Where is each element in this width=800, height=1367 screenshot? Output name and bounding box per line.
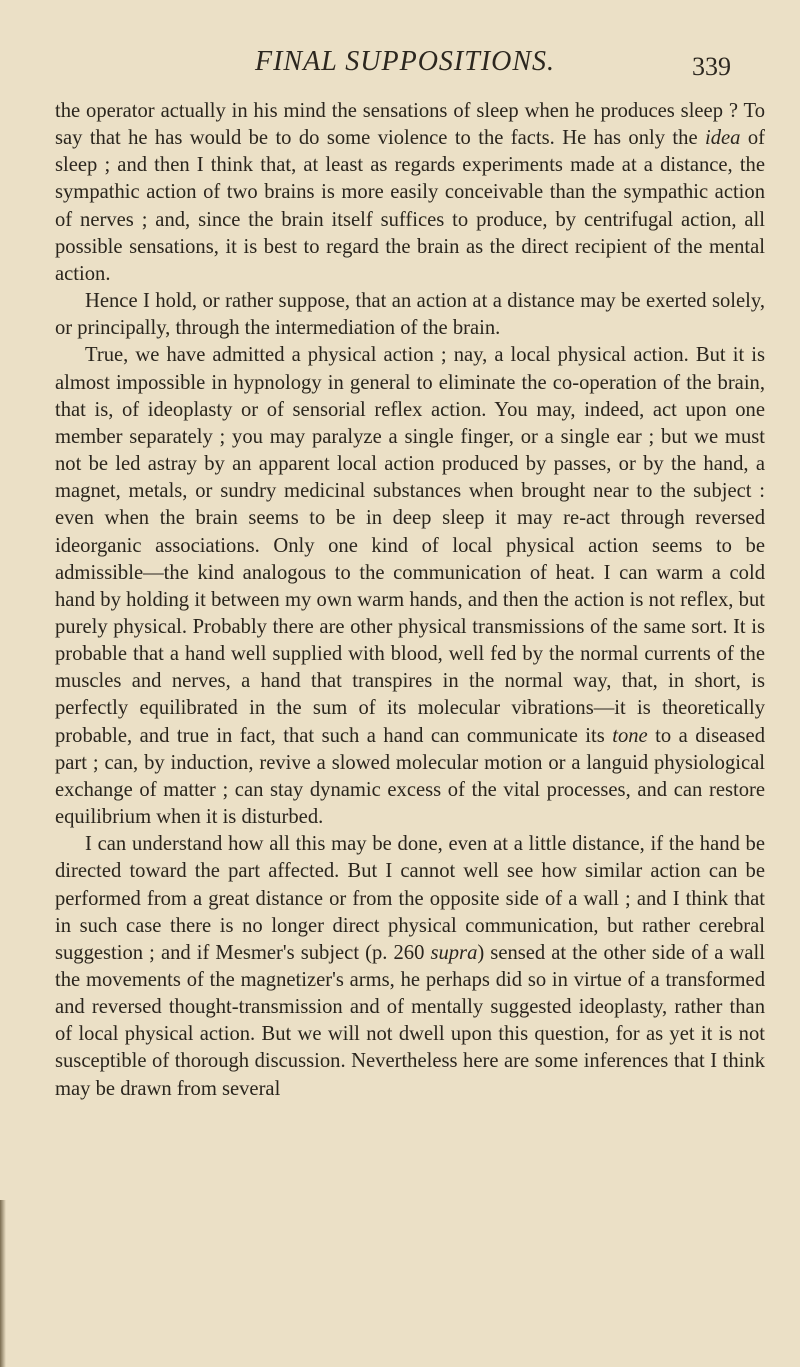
italic-term-tone: tone	[612, 724, 648, 747]
text-span: ) sensed at the other side of a wall the movements of the magnetizer's arms, he perhaps did so in virtue of a transformed and reversed thought-transmission and of mentally suggested ideoplasty, rather than of local physical action. But we will not dwell upon this question, for as yet it is not susceptible of thorough discussion. Nevertheless here are some inferences that I think may be drawn from several	[55, 941, 765, 1100]
running-head: FINAL SUPPOSITIONS.	[255, 46, 556, 77]
page-number: 339	[692, 52, 731, 81]
text-span: True, we have admitted a physical action ; nay, a local physical action. But it is almost impossible in hypnology in general to eliminate the co-operation of the brain, that is, of ideoplasty or of sensorial reflex action. You may, indeed, act upon one member separately ; you may paralyze a single finger, or a single ear ; but we must not be led astray by an apparent local action produced by passes, or by the hand, a magnet, metals, or sundry medicinal substances when brought near to the subject : even when the brain seems to be in deep sleep it may re-act through reversed ideorganic associations. Only one kind of local physical action seems to be admissible—the kind analogous to the communication of heat. I can warm a cold hand by holding it between my own warm hands, and then the action is not reflex, but purely physical. Probably there are other physical transmissions of the same sort. It is probable that a hand well supplied with blood, well fed by the normal currents of the muscles and nerves, a hand that transpires in the normal way, that, in short, is perfectly equilibrated in the sum of its molecular vibrations—it is theoretically probable, and true in fact, that such a hand can communicate its	[55, 344, 765, 747]
text-span: of sleep ; and then I think that, at least as regards experiments made at a distance, the sympathic action of two brains is more easily conceivable than the sympathic action of nerves ; and, since the brain itself suffices to produce, by centrifugal action, all possible sensations, it is best to regard the brain as the direct recipient of the mental action.	[55, 127, 765, 285]
italic-term-supra: supra	[430, 941, 478, 964]
page-header	[0, 44, 800, 84]
italic-term-idea: idea	[704, 127, 741, 150]
text-span: the operator actually in his mind the sensations of sleep when he produces sleep ? To say that he has would be to do some violence to the facts. He has only the	[55, 100, 765, 150]
paragraph-3	[55, 342, 765, 831]
paragraph-2: Hence I hold, or rather suppose, that an action at a distance may be exerted solely, or principally, through the intermediation of the brain.	[55, 290, 765, 340]
paragraph-1	[55, 98, 765, 288]
body-text	[55, 98, 765, 1103]
page-edge-shadow	[0, 1200, 6, 1367]
text-span: I can understand how all this may be done, even at a little distance, if the hand be directed toward the part affected. But I cannot well see how similar action can be performed from a great distance or from the opposite side of a wall ; and I think that in such case there is no longer direct physical communication, but rather cerebral suggestion ; and if Mesmer's subject (p. 260	[55, 833, 765, 964]
paragraph-4	[55, 831, 765, 1103]
text-span: to a diseased part ; can, by induction, revive a slowed molecular motion or a languid physiological exchange of matter ; can stay dynamic excess of the vital processes, and can restore equilibrium when it is disturbed.	[55, 724, 765, 829]
